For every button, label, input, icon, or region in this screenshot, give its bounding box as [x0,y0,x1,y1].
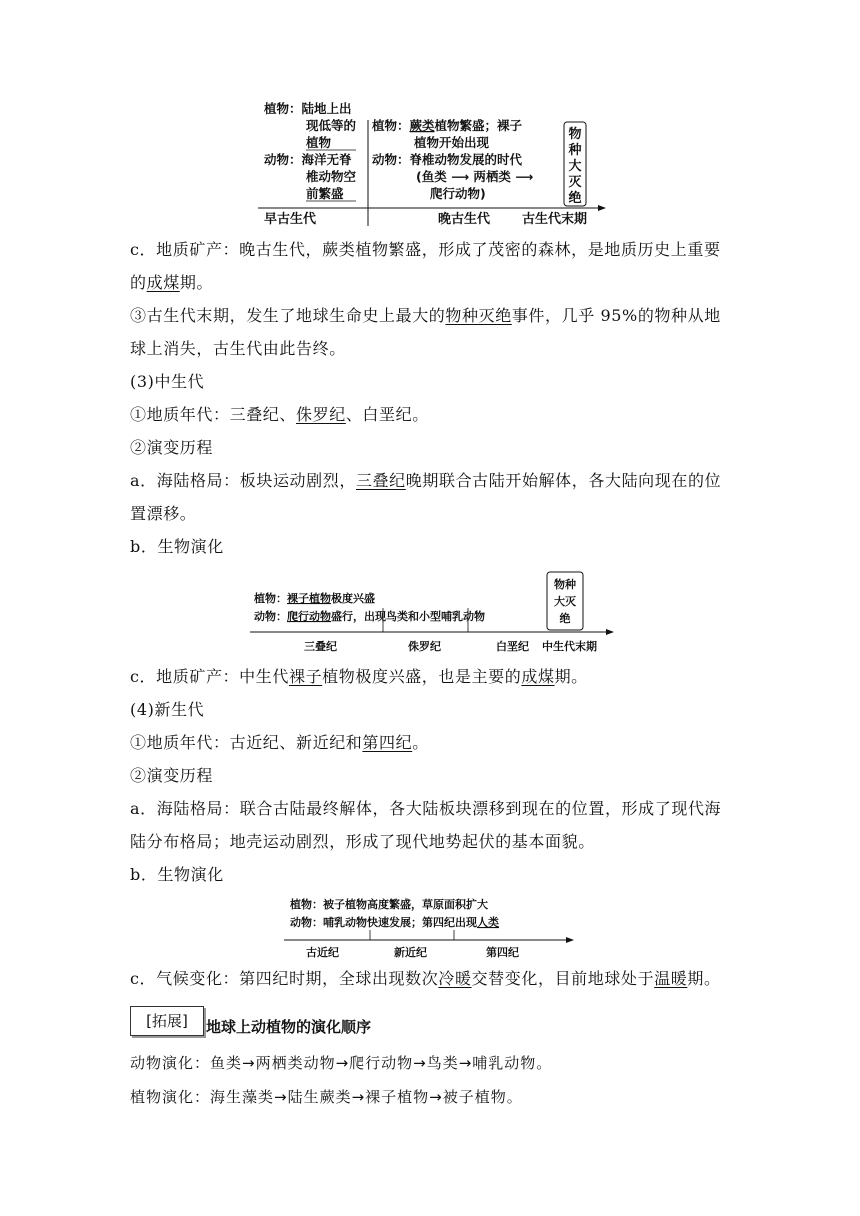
extinction-paragraph: ③古生代末期，发生了地球生命史上最大的物种灭绝事件，几乎 95%的物种从地球上消失，古生代由此告终。 [130,306,721,358]
mesozoic-timeline-svg [250,568,620,660]
mesozoic-heading: (3)中生代 [130,372,205,391]
label-jurassic: 侏罗纪 [408,640,441,653]
label-neogene: 新近纪 [394,946,427,959]
early-animal-line-3: 前繁盛 [306,186,344,201]
plant-evolution-line: 植物演化：海生藻类→陆生蕨类→裸子植物→被子植物。 [130,1088,523,1106]
mesozoic-age-line: ①地质年代：三叠纪、侏罗纪、白垩纪。 [130,405,429,424]
meso-plant-line: 植物：裸子植物极度兴盛 [254,592,375,605]
extinction-char: 种 [568,143,582,158]
animal-evolution-line: 动物演化：鱼类→两栖类动物→爬行动物→鸟类→哺乳动物。 [130,1054,553,1072]
paleozoic-minerals-paragraph: c．地质矿产：晚古生代，蕨类植物繁盛，形成了茂密的森林，是地质历史上重要的成煤期。 [130,240,721,292]
meso-extinction-line: 大灭 [554,595,576,608]
ceno-animal-line: 动物：哺乳动物快速发展；第四纪出现人类 [290,916,499,929]
extension-title: 地球上动植物的演化顺序 [206,1018,372,1036]
ceno-plant-line: 植物：被子植物高度繁盛，草原面积扩大 [290,898,488,911]
label-quaternary: 第四纪 [486,946,519,959]
late-animal-line-1: 动物：脊椎动物发展的时代 [372,152,523,167]
answer-coal: 成煤 [146,273,180,292]
label-cretaceous: 白垩纪 [496,640,529,653]
cenozoic-timeline-svg [284,894,580,964]
early-animal-line-1: 动物：海洋无脊 [264,152,352,167]
cenozoic-timeline-figure [284,894,580,964]
paleozoic-timeline-figure [258,96,608,230]
cenozoic-bio-heading: b．生物演化 [130,865,224,884]
label-paleogene: 古近纪 [306,946,339,959]
climate-paragraph: c．气候变化：第四纪时期，全球出现数次冷暖交替变化，目前地球处于温暖期。 [130,969,721,988]
cenozoic-heading: (4)新生代 [130,700,205,719]
cenozoic-age-line: ①地质年代：古近纪、新近纪和第四纪。 [130,733,429,752]
extinction-char: 物 [568,127,582,142]
extinction-char: 大 [568,159,582,174]
late-animal-line-2: (鱼类 ⟶ 两栖类 ⟶ [416,169,534,184]
cenozoic-sea-land-paragraph: a．海陆格局：联合古陆最终解体，各大陆板块漂移到现在的位置，形成了现代海陆分布格局；地壳运动剧烈，形成了现代地势起伏的基本面貌。 [130,799,722,851]
meso-animal-line: 动物：爬行动物盛行，出现鸟类和小型哺乳动物 [254,610,485,623]
extinction-char: 绝 [568,191,582,206]
paleozoic-timeline-svg [258,96,608,230]
early-animal-line-2: 椎动物空 [306,169,357,184]
label-paleozoic-end: 古生代末期 [522,212,588,227]
label-mesozoic-end: 中生代末期 [542,640,597,653]
extension-tag: [拓展] [130,1006,204,1036]
late-plant-line-2: 植物开始出现 [414,135,490,150]
mesozoic-minerals-paragraph: c．地质矿产：中生代裸子植物极度兴盛，也是主要的成煤期。 [130,667,588,686]
label-triassic: 三叠纪 [304,640,337,653]
mesozoic-process-line: ②演变历程 [130,438,214,457]
label-late-paleozoic: 晚古生代 [438,212,491,227]
early-plant-line-3: 植物 [306,135,332,150]
cenozoic-process-line: ②演变历程 [130,766,214,785]
mesozoic-sea-land-paragraph: a．海陆格局：板块运动剧烈，三叠纪晚期联合古陆开始解体，各大陆向现在的位置漂移。 [130,471,722,523]
meso-extinction-line: 物种 [554,578,576,591]
answer-extinction: 物种灭绝 [445,306,512,325]
early-plant-line-2: 现低等的 [306,118,357,133]
mesozoic-timeline-figure [250,568,620,660]
extinction-char: 灭 [568,175,582,190]
mesozoic-bio-heading: b．生物演化 [130,537,224,556]
early-plant-line-1: 植物：陆地上出 [264,101,352,116]
meso-extinction-line: 绝 [559,612,571,625]
late-plant-line-1: 植物：蕨类植物繁盛；裸子 [372,118,523,133]
label-early-paleozoic: 早古生代 [264,212,317,227]
late-animal-line-3: 爬行动物) [430,186,486,201]
